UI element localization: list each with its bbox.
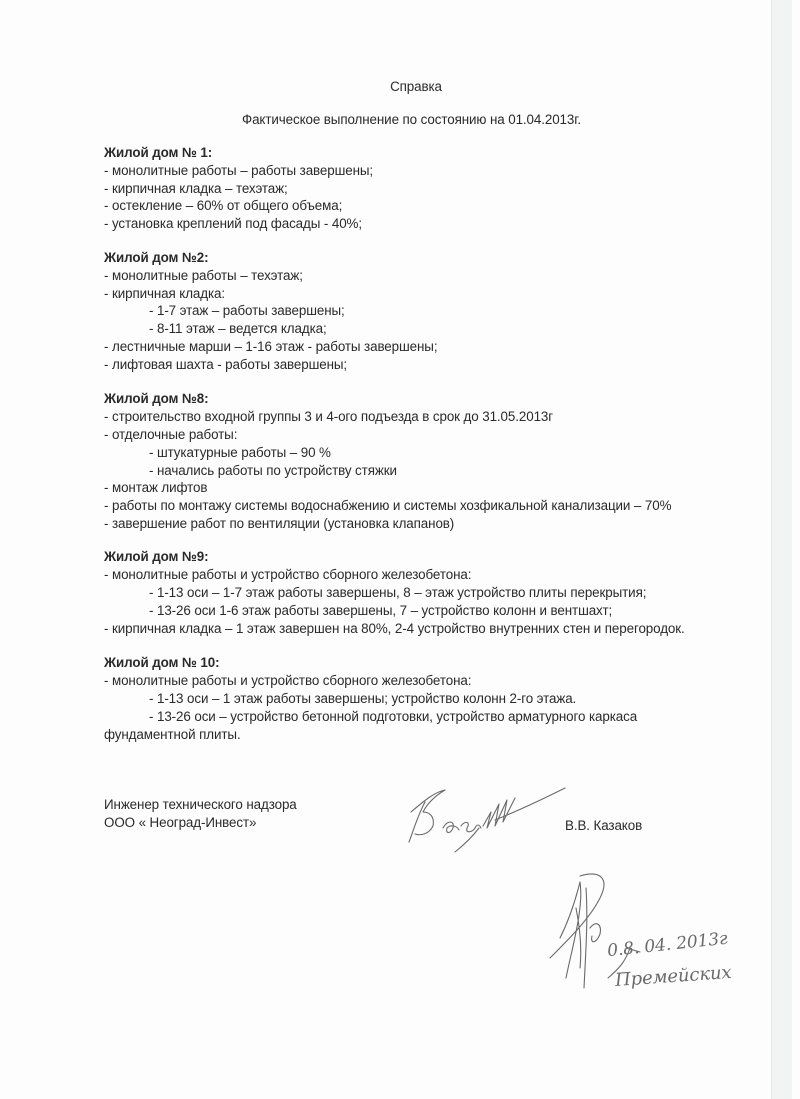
list-item: - строительство входной группы 3 и 4-ого подъезда в срок до 31.05.2013г	[104, 409, 554, 424]
list-item: - 13-26 оси 1-6 этаж работы завершены, 7 – устройство колонн и вентшахт;	[149, 603, 613, 618]
section-heading: Жилой дом № 10:	[104, 655, 220, 670]
list-item: - лестничные марши – 1-16 этаж - работы завершены;	[104, 339, 438, 354]
section-heading: Жилой дом №8:	[104, 391, 209, 406]
section-heading: Жилой дом №9:	[104, 549, 209, 564]
list-item: - отделочные работы:	[104, 427, 238, 442]
signer-position: Инженер технического надзора	[104, 797, 297, 812]
handwritten-name: Премейских	[614, 961, 733, 992]
scan-edge-strip	[771, 0, 792, 1099]
list-item: - лифтовая шахта - работы завершены;	[104, 357, 348, 372]
list-item: - кирпичная кладка:	[104, 286, 225, 301]
list-item: - работы по монтажу системы водоснабжению и системы хозфикальной канализации – 70%	[104, 498, 672, 513]
signer-company: ООО « Неоград-Инвест»	[104, 815, 257, 830]
section-heading: Жилой дом №2:	[104, 250, 209, 265]
signature-kazakov	[395, 782, 605, 854]
list-item: - 1-13 оси – 1 этаж работы завершены; устройство колонн 2-го этажа.	[149, 691, 577, 706]
list-item: фундаментной плиты.	[104, 727, 241, 742]
signer-name: В.В. Казаков	[565, 818, 643, 833]
section-heading: Жилой дом № 1:	[104, 145, 213, 160]
list-item: - кирпичная кладка – техэтаж;	[104, 181, 288, 196]
list-item: - 8-11 этаж – ведется кладка;	[149, 321, 327, 336]
list-item: - монтаж лифтов	[104, 480, 208, 495]
list-item: - монолитные работы – работы завершены;	[104, 163, 374, 178]
list-item: - монолитные работы – техэтаж;	[104, 268, 303, 283]
document-subtitle: Фактическое выполнение по состоянию на 01.04.2013г.	[242, 112, 582, 127]
list-item: - завершение работ по вентиляции (установка клапанов)	[104, 516, 455, 531]
list-item: - монолитные работы и устройство сборного железобетона:	[104, 673, 472, 688]
list-item: - кирпичная кладка – 1 этаж завершен на 80%, 2-4 устройство внутренних стен и перегородок.	[104, 621, 685, 636]
list-item: - 13-26 оси – устройство бетонной подготовки, устройство арматурного каркаса	[149, 709, 638, 724]
handwritten-date: 0.8. 04. 2013г	[606, 928, 729, 962]
list-item: - установка креплений под фасады - 40%;	[104, 216, 362, 231]
list-item: - монолитные работы и устройство сборного железобетона:	[104, 567, 472, 582]
list-item: - 1-13 оси – 1-7 этаж работы завершены, 8 – этаж устройство плиты перекрытия;	[149, 585, 647, 600]
list-item: - 1-7 этаж – работы завершены;	[149, 303, 345, 318]
document-title: Справка	[390, 79, 442, 94]
list-item: - начались работы по устройству стяжки	[149, 463, 397, 478]
list-item: - остекление – 60% от общего объема;	[104, 198, 343, 213]
list-item: - штукатурные работы – 90 %	[149, 445, 331, 460]
